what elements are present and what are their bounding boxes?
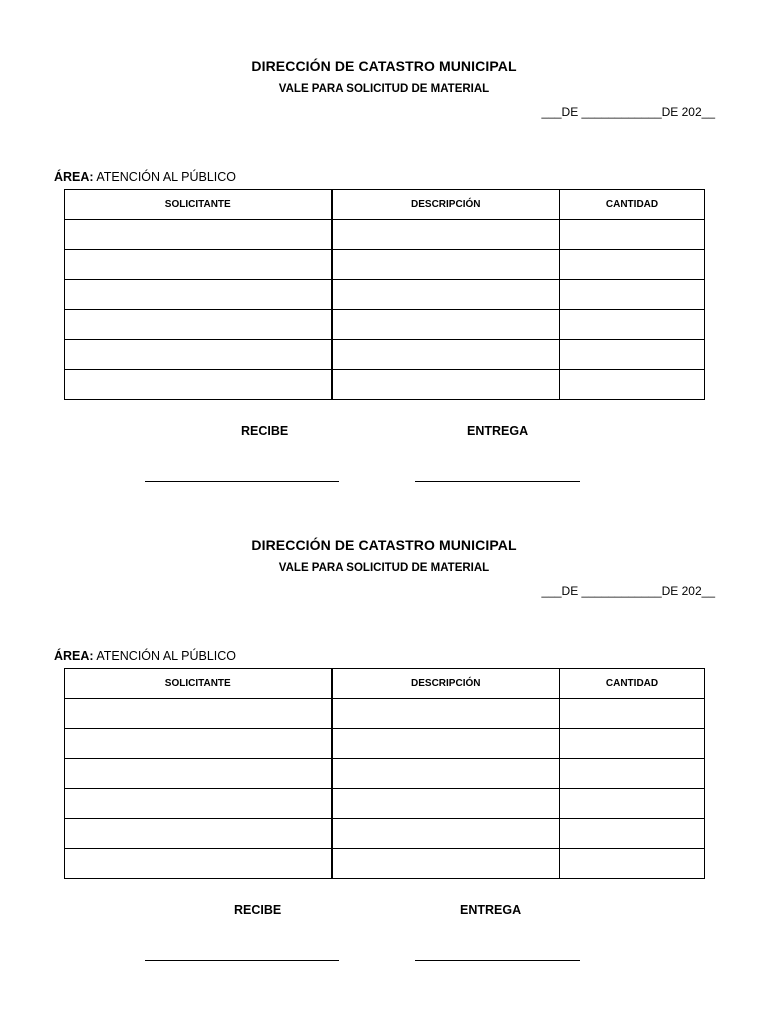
cantidad-cell[interactable]	[560, 280, 705, 310]
solicitante-cell[interactable]	[65, 789, 332, 819]
cantidad-cell[interactable]	[560, 819, 705, 849]
solicitante-cell[interactable]	[65, 280, 332, 310]
descripcion-cell[interactable]	[332, 310, 560, 340]
solicitante-cell[interactable]	[65, 849, 332, 879]
date-field[interactable]: ___DE ____________DE 202__	[541, 105, 715, 119]
table-row	[65, 729, 705, 759]
table-row	[65, 220, 705, 250]
deliverer-signature-line[interactable]	[415, 960, 580, 961]
solicitante-cell[interactable]	[65, 819, 332, 849]
descripcion-cell[interactable]	[332, 699, 560, 729]
table-row	[65, 789, 705, 819]
column-header-solicitante: SOLICITANTE	[65, 190, 332, 220]
voucher-form-1	[0, 0, 768, 479]
voucher-form-2	[0, 479, 768, 958]
area-value: ATENCIÓN AL PÚBLICO	[96, 170, 237, 184]
descripcion-cell[interactable]	[332, 819, 560, 849]
descripcion-cell[interactable]	[332, 370, 560, 400]
deliverer-label: ENTREGA	[467, 424, 529, 438]
solicitante-cell[interactable]	[65, 759, 332, 789]
solicitante-cell[interactable]	[65, 340, 332, 370]
cantidad-cell[interactable]	[560, 729, 705, 759]
column-header-cantidad: CANTIDAD	[560, 190, 705, 220]
receiver-label: RECIBE	[234, 903, 282, 917]
table-header-row	[65, 190, 705, 220]
solicitante-cell[interactable]	[65, 250, 332, 280]
cantidad-cell[interactable]	[560, 849, 705, 879]
table-row	[65, 819, 705, 849]
table-row	[65, 759, 705, 789]
column-header-descripcion: DESCRIPCIÓN	[332, 190, 560, 220]
area-line	[54, 649, 236, 663]
descripcion-cell[interactable]	[332, 729, 560, 759]
table-row	[65, 699, 705, 729]
cantidad-cell[interactable]	[560, 759, 705, 789]
receiver-signature-line[interactable]	[145, 960, 339, 961]
form-subtitle: VALE PARA SOLICITUD DE MATERIAL	[278, 83, 490, 95]
area-label: ÁREA:	[54, 649, 94, 663]
descripcion-cell[interactable]	[332, 759, 560, 789]
table-row	[65, 280, 705, 310]
date-field[interactable]: ___DE ____________DE 202__	[541, 584, 715, 598]
cantidad-cell[interactable]	[560, 370, 705, 400]
solicitante-cell[interactable]	[65, 220, 332, 250]
solicitante-cell[interactable]	[65, 310, 332, 340]
table-row	[65, 310, 705, 340]
cantidad-cell[interactable]	[560, 789, 705, 819]
page-title: DIRECCIÓN DE CATASTRO MUNICIPAL	[251, 58, 517, 74]
table-row	[65, 250, 705, 280]
area-value: ATENCIÓN AL PÚBLICO	[96, 649, 237, 663]
area-label: ÁREA:	[54, 170, 94, 184]
solicitante-cell[interactable]	[65, 729, 332, 759]
page-title: DIRECCIÓN DE CATASTRO MUNICIPAL	[251, 537, 517, 553]
cantidad-cell[interactable]	[560, 340, 705, 370]
cantidad-cell[interactable]	[560, 310, 705, 340]
descripcion-cell[interactable]	[332, 340, 560, 370]
column-header-solicitante: SOLICITANTE	[65, 669, 332, 699]
solicitante-cell[interactable]	[65, 370, 332, 400]
table-row	[65, 849, 705, 879]
table-row	[65, 370, 705, 400]
column-header-descripcion: DESCRIPCIÓN	[332, 669, 560, 699]
table-header-row	[65, 669, 705, 699]
receiver-label: RECIBE	[241, 424, 289, 438]
cantidad-cell[interactable]	[560, 250, 705, 280]
descripcion-cell[interactable]	[332, 849, 560, 879]
material-table	[64, 189, 705, 400]
descripcion-cell[interactable]	[332, 789, 560, 819]
material-table	[64, 668, 705, 879]
descripcion-cell[interactable]	[332, 280, 560, 310]
solicitante-cell[interactable]	[65, 699, 332, 729]
area-line	[54, 170, 236, 184]
table-row	[65, 340, 705, 370]
descripcion-cell[interactable]	[332, 250, 560, 280]
cantidad-cell[interactable]	[560, 220, 705, 250]
cantidad-cell[interactable]	[560, 699, 705, 729]
descripcion-cell[interactable]	[332, 220, 560, 250]
deliverer-label: ENTREGA	[460, 903, 522, 917]
column-header-cantidad: CANTIDAD	[560, 669, 705, 699]
form-subtitle: VALE PARA SOLICITUD DE MATERIAL	[278, 562, 490, 574]
